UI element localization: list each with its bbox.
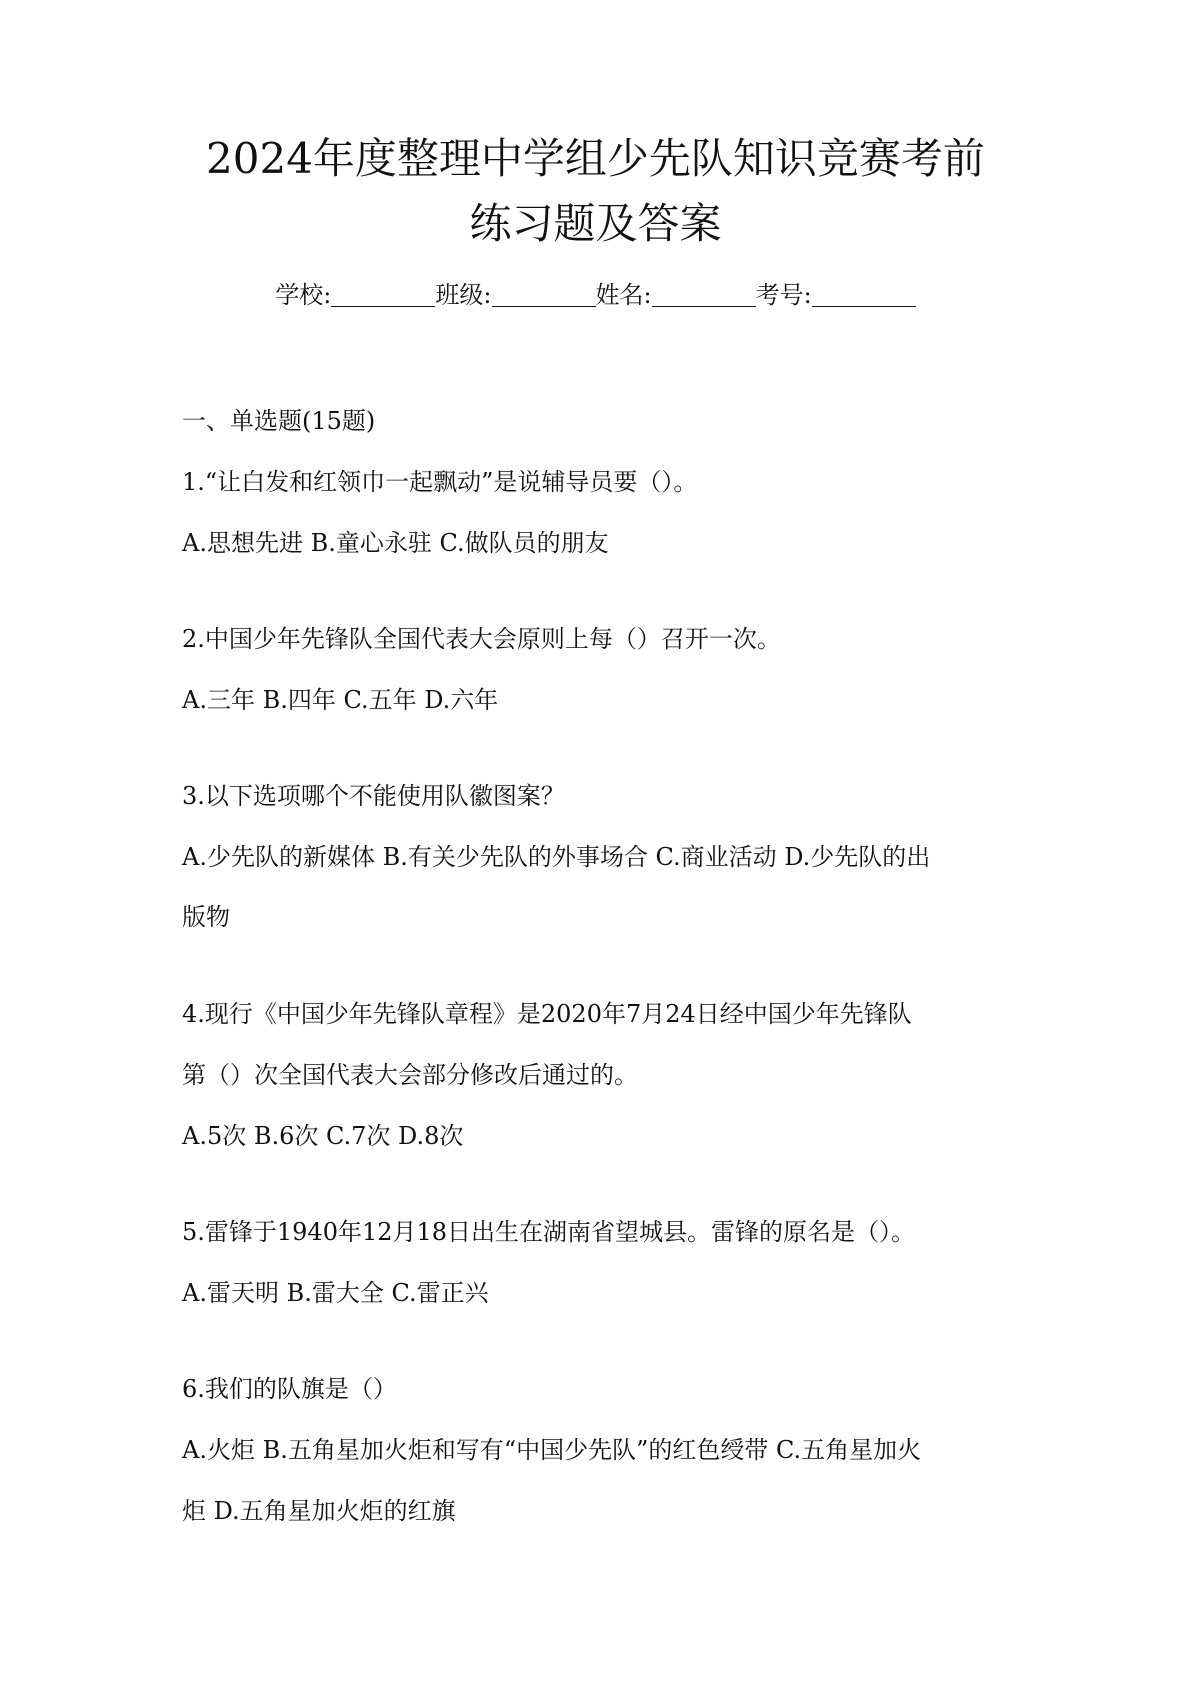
question-2: 2.中国少年先锋队全国代表大会原则上每（）召开一次。 [182,625,781,653]
question-4-line-2: 第（）次全国代表大会部分修改后通过的。 [182,1061,638,1089]
exam-number-blank[interactable] [812,280,916,307]
document-title-line-2: 练习题及答案 [469,199,722,248]
question-6-options-line-1: A.火炬 B.五角星加火炬和写有“中国少先队”的红色绶带 C.五角星加火 [182,1436,922,1464]
student-info-row [0,278,1191,312]
question-5: 5.雷锋于1940年12月18日出生在湖南省望城县。雷锋的原名是（）。 [182,1218,916,1246]
question-4-line-1: 4.现行《中国少年先锋队章程》是2020年7月24日经中国少年先锋队 [182,1000,912,1028]
question-4-options: A.5次 B.6次 C.7次 D.8次 [182,1122,464,1150]
question-1-options: A.思想先进 B.童心永驻 C.做队员的朋友 [182,529,609,557]
question-1: 1.“让白发和红领巾一起飘动”是说辅导员要（）。 [182,468,698,496]
question-3-options-line-1: A.少先队的新媒体 B.有关少先队的外事场合 C.商业活动 D.少先队的出 [182,843,931,871]
question-5-options: A.雷天明 B.雷大全 C.雷正兴 [182,1279,489,1307]
question-2-options: A.三年 B.四年 C.五年 D.六年 [182,686,499,714]
class-blank[interactable] [492,280,596,307]
question-3-options-line-2: 版物 [182,903,230,931]
question-6: 6.我们的队旗是（） [182,1375,397,1403]
name-blank[interactable] [652,280,756,307]
name-label: 姓名: [595,281,652,309]
question-6-options-line-2: 炬 D.五角星加火炬的红旗 [182,1497,456,1525]
exam-number-label: 考号: [755,281,812,309]
school-label: 学校: [275,281,332,309]
school-blank[interactable] [331,280,435,307]
class-label: 班级: [435,281,492,309]
question-3: 3.以下选项哪个不能使用队徽图案？ [182,782,565,810]
document-title-line-1: 2024年度整理中学组少先队知识竞赛考前 [206,134,985,183]
section-heading: 一、单选题(15题) [182,407,376,435]
